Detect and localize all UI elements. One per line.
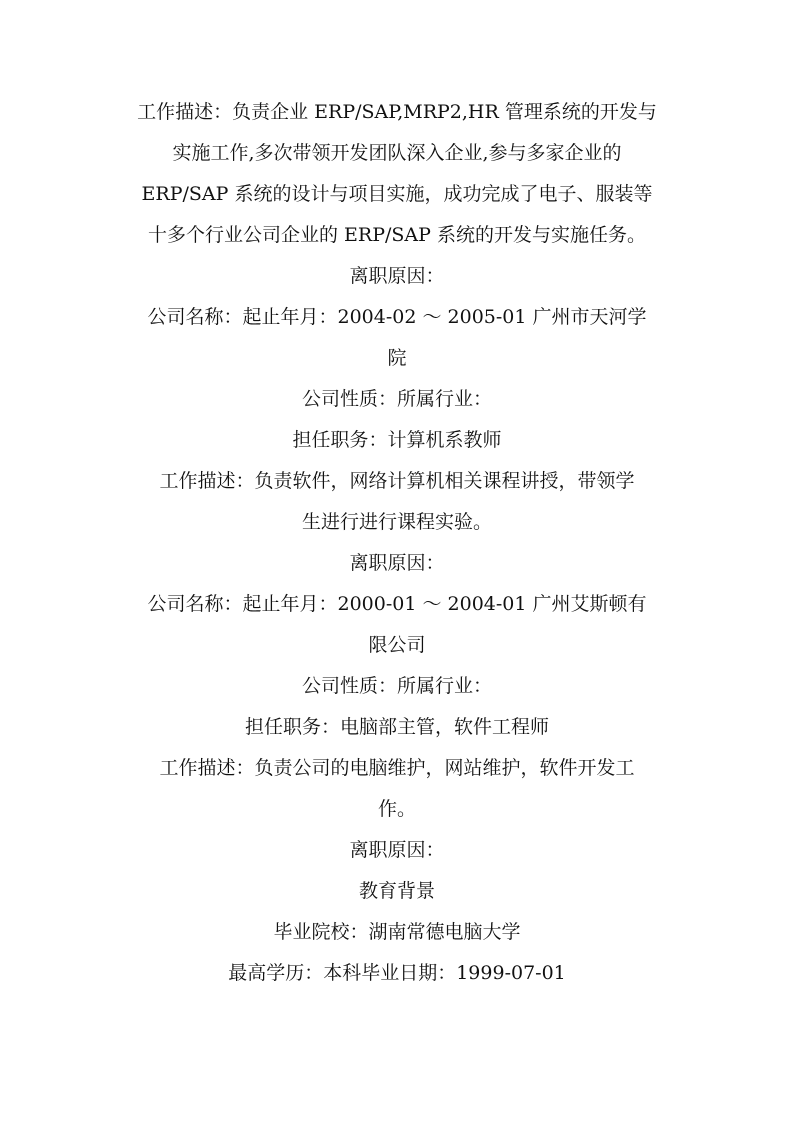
text-line: 工作描述：负责企业 ERP/SAP,MRP2,HR 管理系统的开发与 [137, 101, 657, 123]
text-line: 公司名称：起止年月：2000-01 ～ 2004-01 广州艾斯顿有 [147, 593, 647, 615]
text-line: 离职原因： [349, 265, 445, 287]
text-line: 工作描述：负责软件，网络计算机相关课程讲授，带领学 [159, 470, 635, 492]
text-line: 最高学历：本科毕业日期：1999-07-01 [228, 962, 566, 984]
text-line: 离职原因： [349, 839, 445, 861]
text-line: 担任职务：电脑部主管，软件工程师 [244, 716, 549, 738]
text-line: 毕业院校：湖南常德电脑大学 [273, 921, 521, 943]
text-line: 公司名称：起止年月：2004-02 ～ 2005-01 广州市天河学 [147, 306, 647, 328]
text-line: 作。 [377, 798, 416, 820]
text-line: ERP/SAP 系统的设计与项目实施，成功完成了电子、服装等 [141, 183, 653, 205]
text-line: 限公司 [368, 634, 426, 656]
text-line: 院 [387, 347, 407, 369]
resume-body [120, 92, 674, 994]
text-line: 离职原因： [349, 552, 445, 574]
text-line: 公司性质：所属行业： [301, 675, 492, 697]
text-line: 生进行进行课程实验。 [301, 511, 492, 533]
text-line: 工作描述：负责公司的电脑维护，网站维护，软件开发工 [159, 757, 635, 779]
section-heading: 教育背景 [358, 880, 435, 902]
text-line: 担任职务：计算机系教师 [292, 429, 502, 451]
text-line: 十多个行业公司企业的 ERP/SAP 系统的开发与实施任务。 [148, 224, 646, 246]
text-line: 实施工作,多次带领开发团队深入企业,参与多家企业的 [172, 142, 622, 164]
text-line: 公司性质：所属行业： [301, 388, 492, 410]
